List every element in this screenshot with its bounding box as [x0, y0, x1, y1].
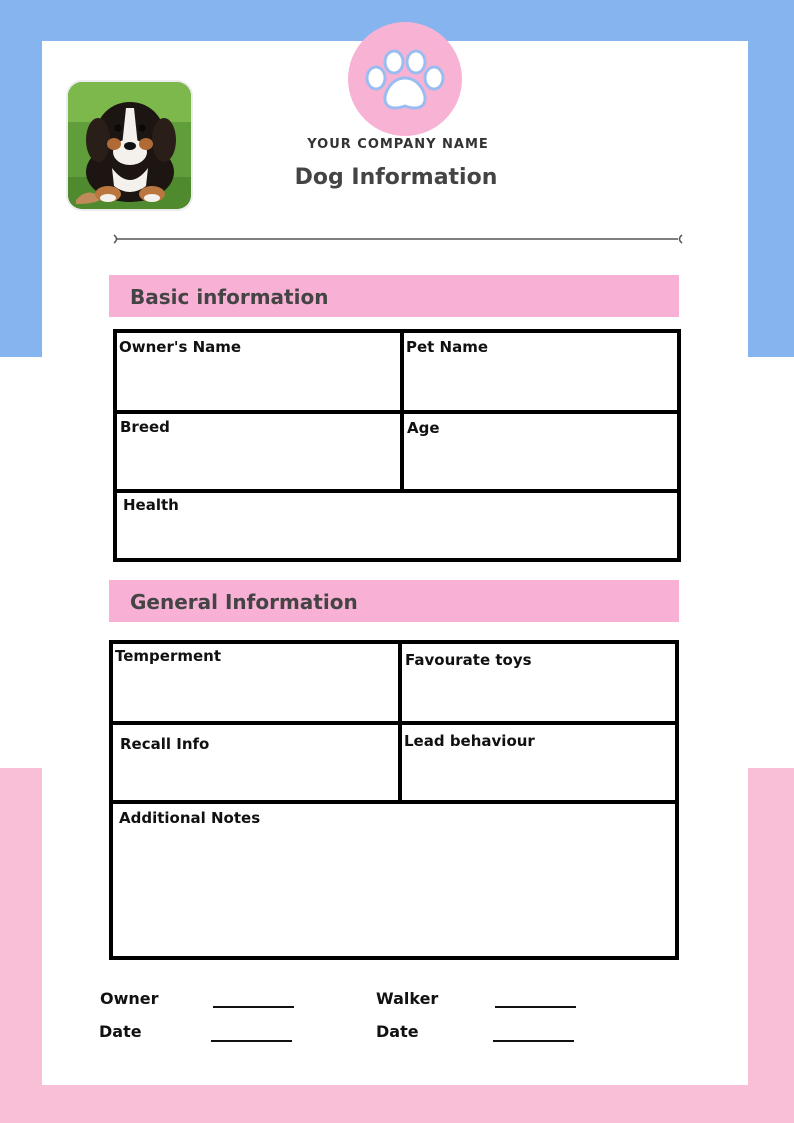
owner-date-line[interactable]	[211, 1040, 292, 1042]
owner-date-label: Date	[99, 1022, 142, 1041]
walker-signature-line[interactable]	[495, 1006, 576, 1008]
owner-label: Owner	[100, 989, 159, 1008]
owners-name-label: Owner's Name	[119, 338, 242, 356]
additional-notes-label: Additional Notes	[119, 809, 261, 827]
recall-info-label: Recall Info	[120, 735, 210, 753]
age-label: Age	[407, 419, 440, 437]
table-divider	[113, 721, 675, 725]
company-logo	[348, 22, 462, 136]
page-title: Dog Information	[294, 165, 498, 190]
table-divider	[117, 489, 677, 493]
company-name: YOUR COMPANY NAME	[307, 137, 489, 152]
general-information-table	[109, 640, 679, 960]
health-label: Health	[123, 496, 179, 514]
basic-information-table	[113, 329, 681, 562]
temperment-label: Temperment	[115, 647, 222, 665]
dog-photo	[66, 80, 193, 211]
walker-date-line[interactable]	[493, 1040, 574, 1042]
table-divider	[398, 644, 402, 804]
paw-icon	[348, 22, 462, 136]
table-divider	[400, 333, 404, 493]
pet-name-label: Pet Name	[406, 338, 489, 356]
favourate-toys-label: Favourate toys	[405, 651, 532, 669]
general-information-heading: General Information	[109, 580, 679, 622]
walker-date-label: Date	[376, 1022, 419, 1041]
breed-label: Breed	[120, 418, 170, 436]
owner-signature-line[interactable]	[213, 1006, 294, 1008]
walker-label: Walker	[376, 989, 439, 1008]
table-divider	[113, 800, 675, 804]
divider-line	[112, 232, 684, 246]
lead-behaviour-label: Lead behaviour	[404, 732, 535, 750]
table-divider	[117, 410, 677, 414]
basic-information-heading: Basic information	[109, 275, 679, 317]
